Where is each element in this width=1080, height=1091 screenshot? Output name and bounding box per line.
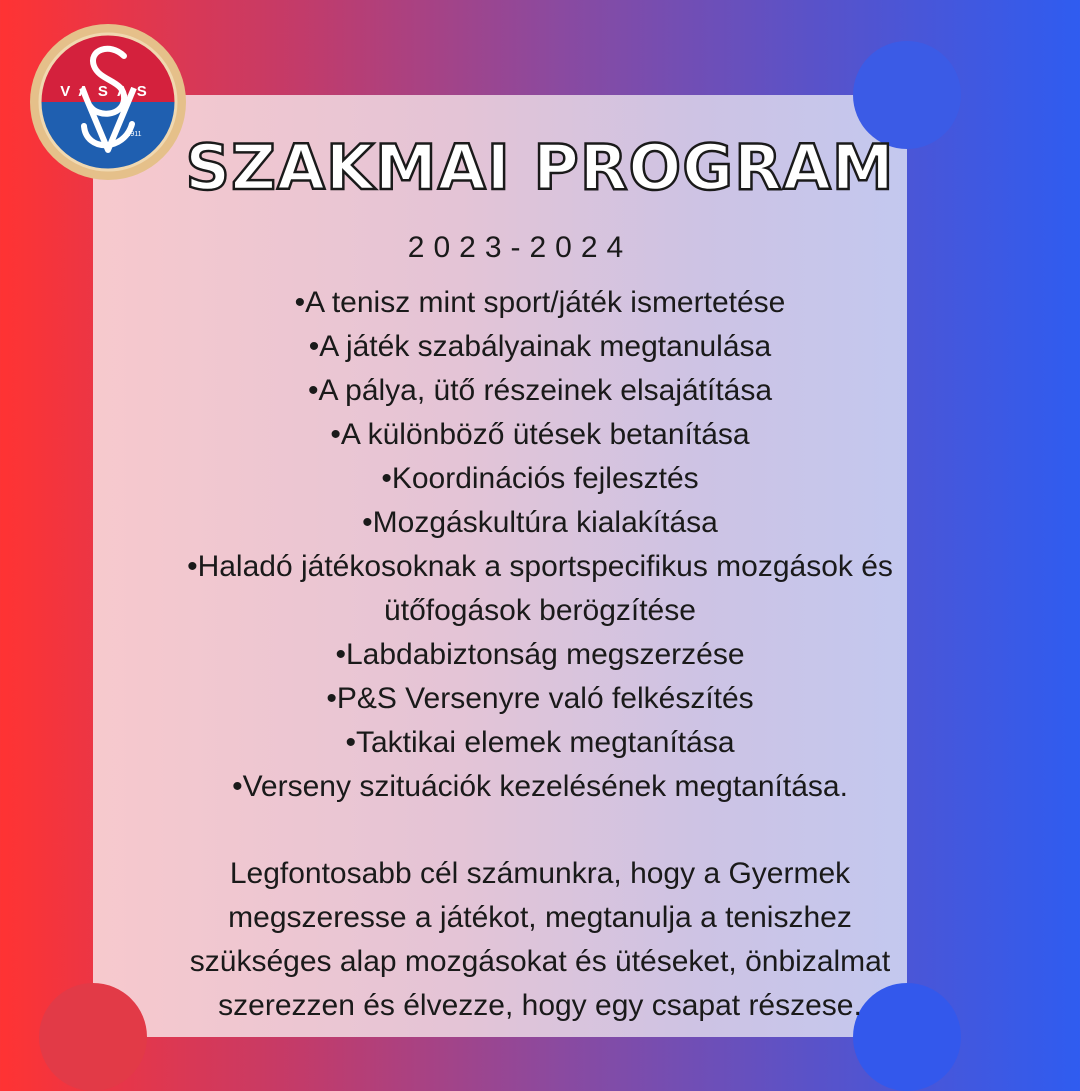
goal-paragraph: Legfontosabb cél számunkra, hogy a Gyermek megszeresse a játékot, megtanulja a teniszhez szükséges alap mozgásokat és ütéseket, önbizalmat szerezzen és élvezze, hogy egy csapat részese. bbox=[189, 857, 891, 1022]
list-item: •Koordinációs fejlesztés bbox=[381, 462, 699, 495]
logo-year: 1911 bbox=[126, 131, 142, 138]
list-item: •A tenisz mint sport/játék ismertetése bbox=[294, 286, 786, 319]
logo-text: VASAS bbox=[60, 83, 156, 100]
list-item: •A játék szabályainak megtanulása bbox=[308, 330, 772, 363]
page-title: SZAKMAI PROGRAM bbox=[185, 131, 895, 204]
list-item: •A pálya, ütő részeinek elsajátítása bbox=[307, 374, 773, 407]
list-item: •Haladó játékosoknak a sportspecifikus mozgások és ütőfogások berögzítése bbox=[187, 550, 893, 627]
list-item: •Labdabiztonság megszerzése bbox=[335, 638, 745, 671]
list-item: •Taktikai elemek megtanítása bbox=[345, 726, 735, 759]
list-item: •Mozgáskultúra kialakítása bbox=[362, 506, 718, 539]
season-label: 2023-2024 bbox=[407, 231, 633, 264]
list-item: •P&S Versenyre való felkészítés bbox=[326, 682, 754, 715]
list-item: •A különböző ütések betanítása bbox=[330, 418, 750, 451]
vasas-logo bbox=[28, 22, 188, 182]
list-item: •Verseny szituációk kezelésének megtanítása. bbox=[232, 770, 848, 803]
program-list bbox=[120, 281, 960, 809]
